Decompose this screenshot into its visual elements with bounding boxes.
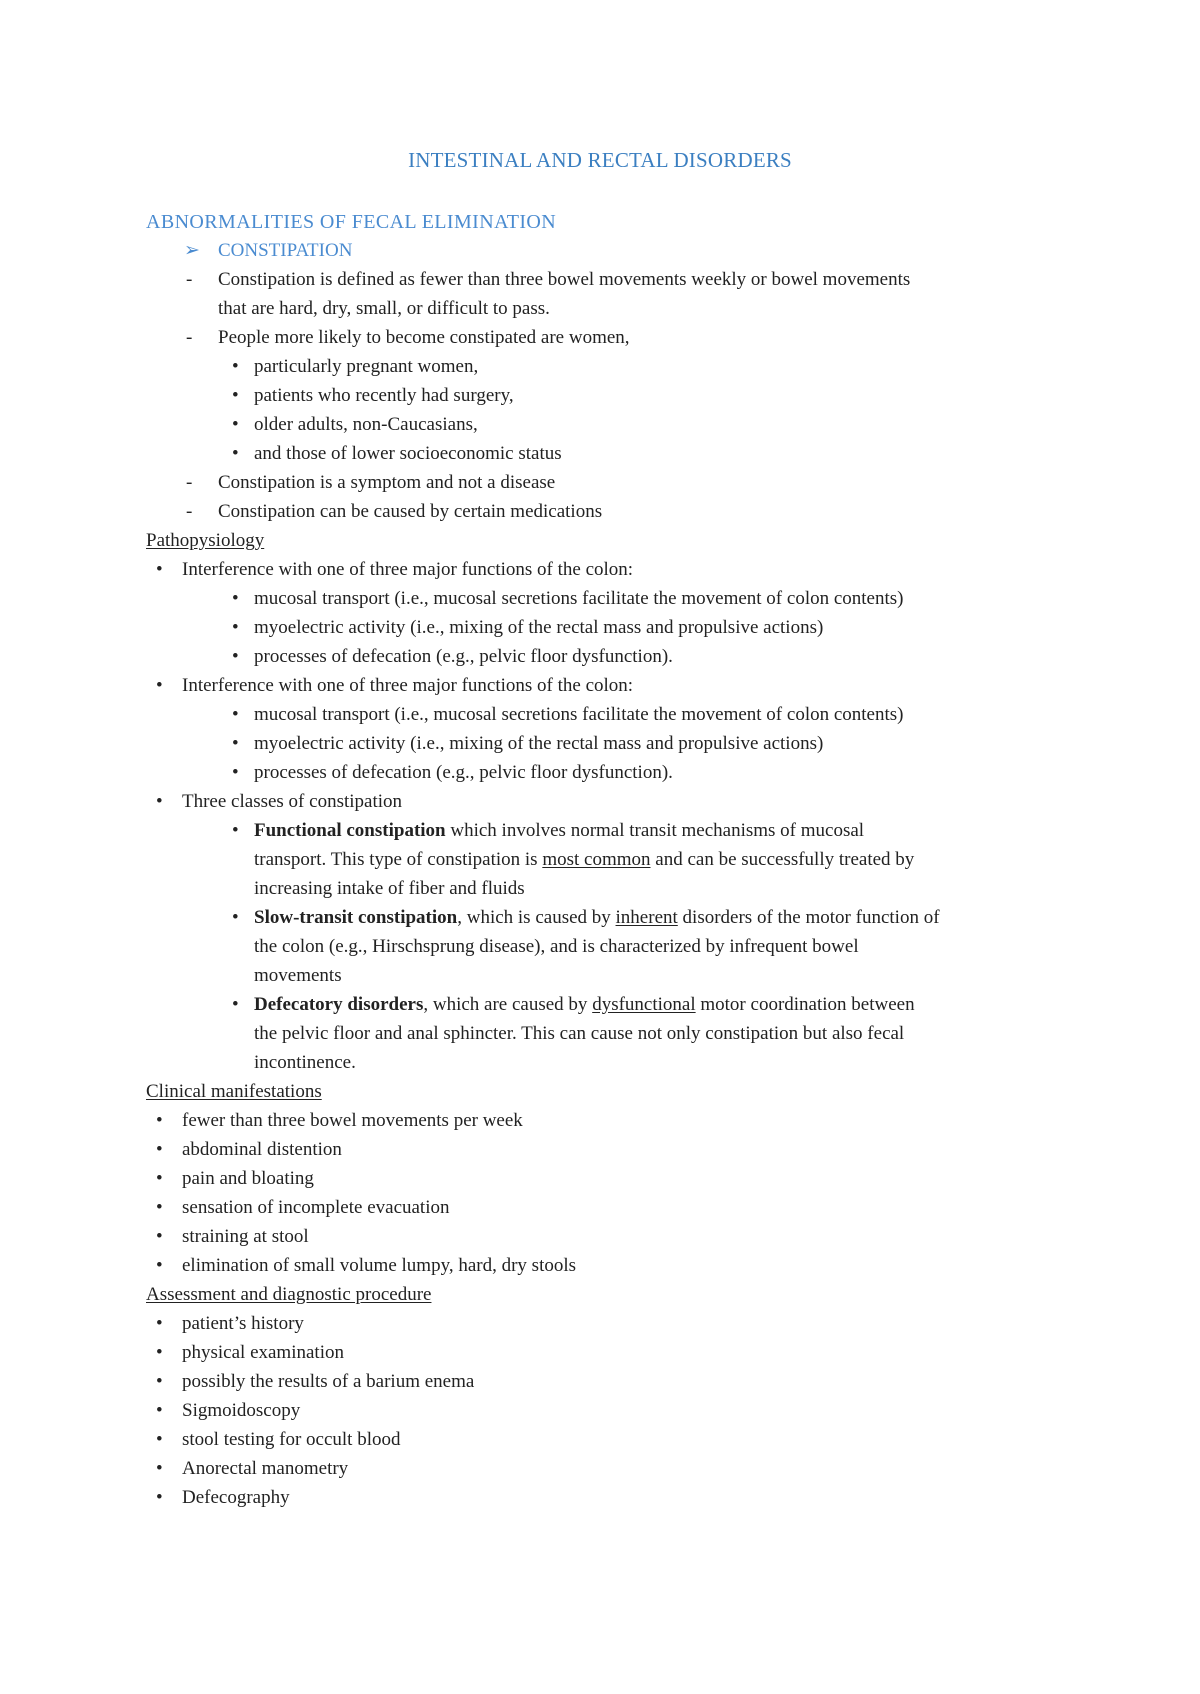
list-item-text: mucosal transport (i.e., mucosal secretions facilitate the movement of colon contents) [254,704,904,725]
bullet-marker: • [232,617,239,638]
pathophysiology-heading: Pathopysiology [146,530,265,551]
bullet-marker: • [232,907,239,928]
bullet-marker: • [156,1458,163,1479]
list-item-text: stool testing for occult blood [182,1429,401,1450]
list-item-text: Defecography [182,1487,290,1508]
bullet-marker: • [156,1429,163,1450]
class-name: Functional constipation [254,820,446,841]
bullet-marker: • [156,1487,163,1508]
list-item [156,787,403,816]
list-item-continuation: the pelvic floor and anal sphincter. This can cause not only constipation but also fecal [254,1023,905,1044]
list-item [156,1135,342,1164]
list-item [232,700,904,729]
bullet-marker: • [232,443,239,464]
list-item-continuation: increasing intake of fiber and fluids [254,878,525,899]
arrow-bullet-icon: ➢ [184,240,200,261]
list-item-text: older adults, non-Caucasians, [254,414,478,435]
list-item-text: Interference with one of three major functions of the colon: [182,675,634,696]
underlined-text: most common [542,849,651,870]
list-item-text: straining at stool [182,1226,309,1247]
list-item-text: processes of defecation (e.g., pelvic floor dysfunction). [254,646,673,667]
list-item [156,1193,450,1222]
list-item-continuation: the colon (e.g., Hirschsprung disease), and is characterized by infrequent bowel [254,936,859,957]
list-item-text: fewer than three bowel movements per week [182,1110,523,1131]
dash-item [186,265,911,294]
bullet-marker: • [156,1313,163,1334]
list-item-text: myoelectric activity (i.e., mixing of the rectal mass and propulsive actions) [254,617,824,638]
dash-marker: - [186,327,193,348]
list-item [232,758,673,787]
list-item-text: Three classes of constipation [182,791,403,812]
list-item [232,439,562,468]
bullet-marker: • [156,1168,163,1189]
bullet-marker: • [156,559,163,580]
list-item [232,816,865,845]
list-item-text: particularly pregnant women, [254,356,479,377]
list-item [232,352,479,381]
list-item [232,613,824,642]
class-name: Slow-transit constipation [254,907,458,928]
list-item [156,1251,577,1280]
list-item [232,990,915,1019]
list-item-text [254,903,940,932]
text-run: transport. This type of constipation is [254,849,543,870]
section-heading: ABNORMALITIES OF FECAL ELIMINATION [146,211,557,233]
bullet-marker: • [156,1197,163,1218]
bullet-marker: • [156,1226,163,1247]
dash-text-continuation: that are hard, dry, small, or difficult to pass. [218,298,550,319]
dash-marker: - [186,269,193,290]
list-item [156,1106,523,1135]
bullet-marker: • [232,414,239,435]
bullet-marker: • [232,820,239,841]
list-item [232,729,824,758]
document-title: INTESTINAL AND RECTAL DISORDERS [408,148,792,172]
list-item [156,1483,290,1512]
dash-text: Constipation is a symptom and not a disease [218,472,556,493]
list-item-text: Anorectal manometry [182,1458,349,1479]
underlined-text: inherent [615,907,678,928]
dash-text: People more likely to become constipated are women, [218,327,630,348]
class-name: Defecatory disorders [254,994,424,1015]
list-item-text: patients who recently had surgery, [254,385,514,406]
bullet-marker: • [232,762,239,783]
list-item-text: Interference with one of three major functions of the colon: [182,559,634,580]
dash-marker: - [186,472,193,493]
bullet-marker: • [232,588,239,609]
list-item-text: pain and bloating [182,1168,314,1189]
dash-item [186,497,603,526]
subsection-title: CONSTIPATION [218,240,353,261]
bullet-marker: • [156,1371,163,1392]
bullet-marker: • [156,1139,163,1160]
bullet-marker: • [156,1342,163,1363]
list-item [156,1164,314,1193]
bullet-marker: • [156,1255,163,1276]
bullet-marker: • [232,385,239,406]
list-item-continuation: movements [254,965,342,986]
list-item [232,410,478,439]
list-item-continuation: incontinence. [254,1052,356,1073]
bullet-marker: • [232,994,239,1015]
dash-text: Constipation can be caused by certain medications [218,501,603,522]
list-item-text: Sigmoidoscopy [182,1400,301,1421]
list-item-text: sensation of incomplete evacuation [182,1197,450,1218]
text-run: disorders of the motor function of [677,907,940,928]
bullet-marker: • [232,646,239,667]
list-item [156,671,634,700]
list-item-text: and those of lower socioeconomic status [254,443,562,464]
list-item-text: processes of defecation (e.g., pelvic floor dysfunction). [254,762,673,783]
text-run: and can be successfully treated by [650,849,915,870]
list-item [156,555,634,584]
bullet-marker: • [156,791,163,812]
list-item-text: patient’s history [182,1313,304,1334]
list-item-text: myoelectric activity (i.e., mixing of the rectal mass and propulsive actions) [254,733,824,754]
dash-marker: - [186,501,193,522]
list-item [156,1425,401,1454]
list-item-continuation [254,845,914,874]
list-item [156,1222,309,1251]
list-item-text [254,816,864,845]
list-item [232,642,673,671]
list-item [156,1338,344,1367]
bullet-marker: • [232,356,239,377]
bullet-marker: • [232,733,239,754]
list-item [232,381,514,410]
assessment-heading: Assessment and diagnostic procedure [146,1284,432,1305]
class-description: which involves normal transit mechanisms of mucosal [445,820,865,841]
list-item [156,1454,349,1483]
bullet-marker: • [156,675,163,696]
text-run: , which are caused by [423,994,593,1015]
list-item [232,903,940,932]
dash-text: Constipation is defined as fewer than three bowel movements weekly or bowel movements [218,269,911,290]
list-item-text: abdominal distention [182,1139,342,1160]
text-run: motor coordination between [695,994,915,1015]
underlined-text: dysfunctional [592,994,696,1015]
list-item [156,1309,304,1338]
list-item-text: possibly the results of a barium enema [182,1371,475,1392]
bullet-marker: • [232,704,239,725]
clinical-manifestations-heading: Clinical manifestations [146,1081,322,1102]
list-item-text: physical examination [182,1342,344,1363]
list-item [156,1367,475,1396]
dash-item [186,468,556,497]
list-item-text: mucosal transport (i.e., mucosal secretions facilitate the movement of colon contents) [254,588,904,609]
list-item-text: elimination of small volume lumpy, hard, dry stools [182,1255,577,1276]
dash-item [186,323,630,352]
list-item [156,1396,301,1425]
list-item [232,584,904,613]
bullet-marker: • [156,1110,163,1131]
list-item-text [254,990,915,1019]
subsection-heading [184,236,353,265]
text-run: , which is caused by [457,907,616,928]
bullet-marker: • [156,1400,163,1421]
